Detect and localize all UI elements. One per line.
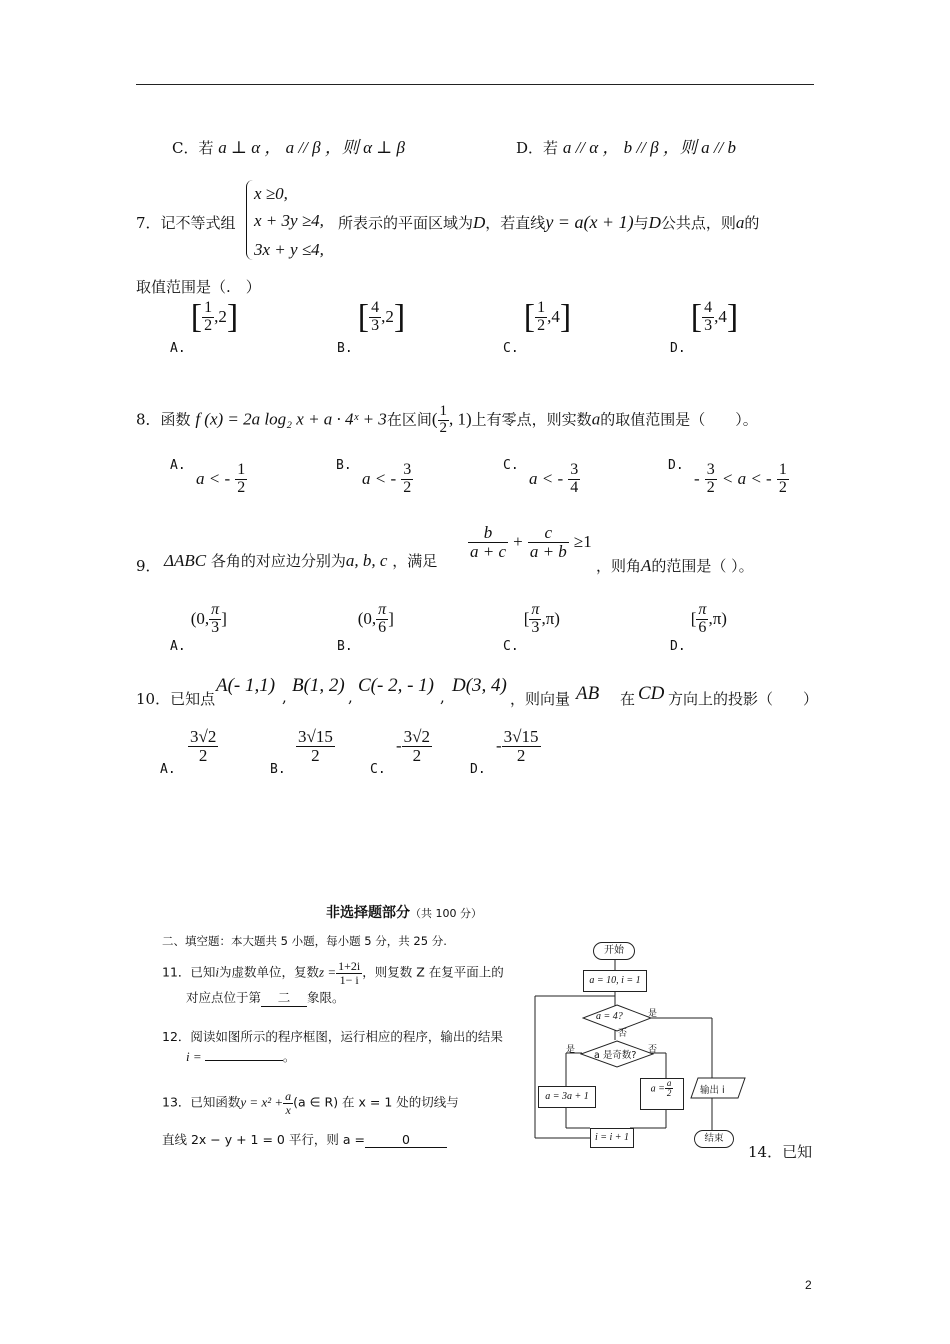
q10-option-b-label: B. (270, 762, 286, 777)
q9-abc: a, b, c (345, 551, 388, 570)
q8-option-d-label: D. (668, 458, 684, 473)
q7-option-c-den: 2 (537, 316, 546, 334)
q9-ge: ≥1 (573, 531, 592, 551)
q8-option-b-num: 3 (403, 461, 412, 478)
q10-prefix: 10．已知点 (136, 690, 216, 708)
q7-condition-3: 3x + y ≤4, (254, 240, 324, 259)
q10-option-b-den: 2 (311, 745, 320, 765)
q7-option-a-label: A. (170, 340, 186, 356)
q9-option-c-num: π (531, 601, 540, 618)
part2-heading-sub: （共 100 分） (410, 907, 482, 920)
q14-stem: 14．已知 (748, 1143, 813, 1161)
q10-point-b: B(1, 2) (292, 675, 345, 696)
q7-option-a: $_{A.}$ [ $\frac{1}{2}$ ,2] (170, 298, 239, 356)
q10-option-d-den: 2 (516, 745, 526, 765)
q9-option-b-num: π (378, 601, 387, 618)
q9-triangle: ΔABC (164, 551, 207, 570)
q10-option-a-num: 3√2 (190, 727, 217, 746)
q10-option-d-num: 3√15 (503, 727, 539, 746)
q7-option-c-num: 1 (537, 299, 546, 316)
q7-text4: 公共点，则 (660, 214, 736, 232)
q7-a: a (735, 213, 745, 232)
q8-option-d-den2: 2 (778, 478, 787, 496)
q8-interval-tail: , 1) (449, 409, 472, 429)
q13-func: y = x² + (240, 1094, 284, 1110)
q9-option-d-num: π (698, 601, 707, 618)
q8-option-d-num: 3 (706, 461, 715, 478)
q13-den: x (285, 1102, 291, 1117)
q8-option-c-num: 3 (570, 461, 579, 478)
q11-answer: 二 (261, 988, 307, 1007)
q7-option-d-label: D. (670, 340, 686, 356)
q7-region-2: D (648, 213, 661, 232)
q8-option-d-pre: - (694, 468, 700, 488)
flowchart-inc: i = i + 1 (590, 1128, 634, 1148)
q7-option-d: $_{D.}$ [ $\frac{4}{3}$ ,4] (670, 298, 739, 356)
q10-option-b-num: 3√15 (298, 727, 333, 746)
q9-tail (596, 555, 754, 576)
q7-brace (246, 180, 253, 260)
q8-option-c-pre: a < - (529, 468, 564, 488)
q8-option-b (362, 462, 413, 497)
q8-interval-left: ( (431, 409, 438, 429)
q9-text1: 各角的对应边分别为 (210, 552, 346, 570)
q12-line1: 12．阅读如图所示的程序框图，运行相应的程序，输出的结果 (162, 1029, 503, 1044)
q7-option-c-tail: ,4 (547, 306, 560, 326)
q11-line1: 11．已知i为虚数单位，复数z = $\frac{1+2i}{1- i}$ ，则复数 Z 在复平面上的 (162, 959, 504, 987)
q8-option-b-pre: a < - (362, 468, 397, 488)
q9-option-c-den: 3 (531, 618, 540, 636)
q10-option-d-label: D. (470, 762, 486, 777)
q7-range-text: 取值范围是（. ） (136, 278, 261, 296)
q8-option-a-num: 1 (237, 461, 246, 478)
q8-option-d-mid: < a < - (721, 468, 772, 488)
q7-text3: 与 (633, 214, 649, 232)
flowchart-no2: 否 (648, 1045, 658, 1055)
flowchart-box-right-pre: a = (650, 1083, 665, 1095)
q8-option-a-label: A. (170, 458, 186, 473)
q8-option-d-den: 2 (706, 478, 715, 496)
flowchart-box-right-den: 2 (666, 1088, 672, 1099)
q9-option-c-right: ,π) (541, 608, 560, 628)
q9-stem (164, 550, 437, 571)
q8-option-a (196, 462, 247, 497)
q10-option-d-sign: - (496, 735, 502, 755)
q7-line1 (338, 212, 759, 233)
q9-option-c-left: [ (523, 608, 530, 628)
q9-option-a-num: π (211, 601, 220, 618)
flowchart-yes1: 是 (648, 1009, 658, 1019)
q12-line2: i = 。 (186, 1049, 296, 1064)
q9-option-d (670, 602, 727, 654)
flowchart-cond1: a = 4? (596, 1011, 623, 1022)
q9-option-c-label: C. (503, 638, 519, 654)
q9-angle-a: A (641, 556, 652, 575)
q8-text2: 上有零点，则实数 (471, 410, 592, 429)
q10-option-a-den: 2 (198, 745, 208, 765)
q7-option-c-label: C. (503, 340, 519, 356)
q9-option-a-left: (0, (190, 608, 210, 628)
q9-text2: ，满足 (392, 552, 438, 570)
q7-option-b: $_{B.}$ [ $\frac{4}{3}$ ,2] (337, 298, 406, 356)
q9-option-a-den: 3 (211, 618, 220, 636)
q7-text1: 所表示的平面区域为 (338, 214, 474, 232)
q10-option-b (296, 728, 335, 765)
q9-frac2-num: c (528, 524, 569, 543)
q11-num: 1+2i (338, 959, 361, 973)
q9-inequality: $\frac{b}{a + c}$ + $\frac{c}{a + b}$ ≥1 (470, 523, 592, 561)
q8-option-d (694, 462, 789, 497)
q7-option-a-num: 1 (204, 299, 213, 316)
flowchart-yes2: 是 (566, 1045, 576, 1055)
q9-option-a-right: ] (221, 608, 227, 628)
q7-line-eq: y = a(x + 1) (545, 212, 634, 232)
header-rule (136, 84, 814, 85)
q6-option-d (516, 133, 736, 158)
q9-prefix: 9． (136, 557, 161, 575)
q6-option-c-math: a ⊥ α ， a // β ，则 α ⊥ β (218, 138, 405, 157)
q9-option-a-label: A. (170, 638, 186, 654)
q6-option-d-math: a // α ， b // β ，则 a // b (562, 138, 737, 157)
q10-text3: 方向上的投影（ ） (668, 690, 819, 708)
q8-option-a-den: 2 (237, 478, 246, 496)
q9-option-d-left: [ (690, 608, 697, 628)
q8-option-c (529, 462, 580, 497)
q13-line1: 13．已知函数y = x² + $\frac{a}{x}$ (a ∈ R) 在 x = 1 处的切线与 (162, 1089, 459, 1117)
flowchart-box-left: a = 3a + 1 (538, 1086, 596, 1108)
q7-option-a-den: 2 (204, 316, 213, 334)
q8-function: f (x) = 2a log₂ x + a · 4ˣ + 3 (195, 409, 387, 429)
flowchart-no1: 否 (618, 1029, 628, 1039)
q9-option-d-right: ,π) (708, 608, 727, 628)
q9-option-b (337, 602, 394, 654)
q9-text3: ，则角 (596, 557, 642, 575)
q8-option-a-pre: a < - (196, 468, 231, 488)
page-number: 2 (805, 1278, 812, 1292)
q10-option-c-num: 3√2 (403, 727, 431, 746)
q10-option-c-sign: - (396, 735, 402, 755)
q7-condition-1: x ≥0, (254, 184, 288, 203)
part2-heading-title: 非选择题部分 (326, 905, 410, 921)
q9-option-d-den: 6 (698, 618, 707, 636)
q7-text2: ，若直线 (485, 214, 546, 232)
q8-option-b-den: 2 (403, 478, 412, 496)
q10-text1: ，则向量 (510, 690, 571, 708)
q9-option-d-label: D. (670, 638, 686, 654)
q13-num: a (285, 1089, 292, 1103)
flowchart-init: a = 10, i = 1 (583, 970, 647, 992)
q9-frac1-num: b (468, 524, 508, 543)
flowchart-end: 结束 (694, 1130, 734, 1148)
q9-option-b-label: B. (337, 638, 353, 654)
q12-blank (205, 1060, 283, 1061)
q7-option-d-num: 4 (704, 299, 713, 316)
q9-option-b-den: 6 (378, 618, 387, 636)
q9-option-b-left: (0, (357, 608, 377, 628)
q8-option-d-num2: 1 (778, 461, 787, 478)
q10-point-d: D(3, 4) (452, 675, 507, 696)
q13-line2: 直线 2x − y + 1 = 0 平行，则 a = 0 (162, 1130, 447, 1148)
q10-option-a-label: A. (160, 762, 176, 777)
flowchart-cond2: a 是奇数? (594, 1050, 637, 1061)
q8-text3: 的取值范围是（ ）。 (600, 410, 758, 429)
q10-point-a: A(- 1,1) (216, 675, 276, 696)
q7-option-a-tail: ,2 (214, 306, 227, 326)
q6-option-c-label: C．若 (172, 139, 214, 157)
part2-heading (326, 902, 482, 922)
q7-condition-2: x + 3y ≥4, (254, 211, 324, 230)
q11-den: 1− i (339, 972, 359, 987)
q11-i: i (215, 964, 220, 980)
q10-point-c: C(- 2, - 1) (358, 675, 434, 696)
q6-option-d-label: D．若 (516, 139, 559, 157)
q9-option-a (170, 602, 227, 654)
q7-text5: 的 (744, 214, 760, 232)
q6-option-c (172, 133, 405, 158)
q12-i: i = (186, 1049, 205, 1064)
q10-option-a (188, 728, 218, 765)
q10-text2: 在 (620, 690, 636, 708)
q7-region: D (473, 213, 486, 232)
q13-answer: 0 (365, 1132, 447, 1148)
q9-option-b-right: ] (388, 608, 394, 628)
q7-option-b-label: B. (337, 340, 353, 356)
q10-option-d (496, 728, 541, 765)
q7-option-c: $_{C.}$ [ $\frac{1}{2}$ ,4] (503, 298, 572, 356)
q8-option-c-den: 4 (570, 478, 579, 496)
q7-prefix: 7．记不等式组 (136, 214, 236, 232)
q7-option-d-den: 3 (704, 316, 713, 334)
q7-option-b-tail: ,2 (381, 306, 394, 326)
flowchart-start: 开始 (593, 942, 635, 960)
flowchart-output: 输出 i (700, 1085, 725, 1096)
q7-option-b-den: 3 (371, 316, 380, 334)
q11-z: z = (319, 964, 337, 980)
q7-option-d-tail: ,4 (714, 306, 727, 326)
q10-vector-cd: CD (638, 683, 665, 704)
q10-option-c-label: C. (370, 762, 386, 777)
q8-prefix: 8．函数 (136, 410, 191, 429)
q9-text4: 的范围是（ ）。 (651, 557, 754, 575)
flowchart-box-right (640, 1078, 684, 1110)
q9-frac1-den: a + c (470, 541, 507, 561)
q9-option-c (503, 602, 560, 654)
q9-frac2-den: a + b (529, 541, 567, 561)
q10-option-c-den: 2 (412, 745, 422, 765)
q10-vector-ab: AB (576, 683, 600, 704)
q8-option-b-label: B. (336, 458, 352, 473)
q7-option-b-num: 4 (371, 299, 380, 316)
q11-line2: 对应点位于第 二 象限。 (186, 990, 345, 1005)
part2-section-title: 二、填空题：本大题共 5 小题，每小题 5 分，共 25 分. (162, 934, 447, 948)
flowchart-box-right-num: a (666, 1078, 672, 1088)
q8-option-c-label: C. (503, 458, 519, 473)
q8-stem: 8．函数 f (x) = 2a log₂ x + a · 4ˣ + 3在区间( $\frac{1}{2}$ , 1)上有零点，则实数a的取值范围是（ ）。 (136, 403, 758, 436)
q10-option-c (396, 728, 432, 765)
q8-text1: 在区间 (386, 410, 432, 429)
q8-a: a (591, 409, 601, 429)
